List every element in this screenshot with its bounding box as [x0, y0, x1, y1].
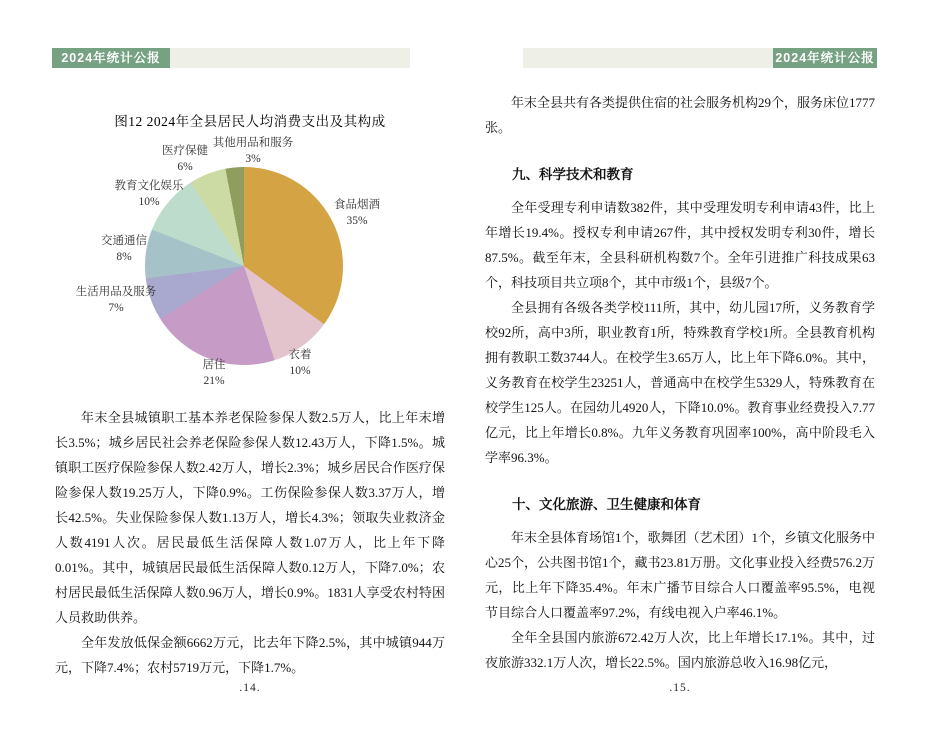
right-page — [470, 0, 890, 738]
paragraph-social-insurance: 年末全县城镇职工基本养老保险参保人数2.5万人，比上年末增长3.5%；城乡居民社会养老保险参保人数12.43万人，下降1.5%。城镇职工医疗保险参保人数2.42万人，增长2.3%；城乡居民合作医疗保险参保人数19.25万人，下降0.9%。工伤保险参保人数3.37万人，增长42.5%。失业保险参保人数1.13万人，增长4.3%；领取失业救济金人数4191人次。居民最低生活保障人数1.07万人，比上年下降0.01%。其中，城镇居民最低生活保障人数0.12万人，下降7.0%；农村居民最低生活保障人数0.96万人，增长0.9%。1831人享受农村特困人员救助供养。 — [55, 410, 445, 625]
paragraph-subsistence-funds: 全年发放低保金额6662万元，比去年下降2.5%，其中城镇944万元，下降7.4%；农村5719万元，下降1.7%。 — [55, 635, 445, 675]
right-header-bar — [523, 48, 877, 68]
section-heading-science-education: 九、科学技术和教育 — [512, 167, 634, 182]
left-page — [40, 0, 460, 738]
pie-slice-label: 衣着 10% — [288, 349, 312, 377]
pie-slice-label: 医疗保健 6% — [162, 145, 208, 173]
right-page-number: .15. — [669, 682, 691, 694]
right-header-title: 2024年统计公报 — [773, 48, 877, 68]
right-text-block — [485, 90, 875, 675]
pie-slice-label: 其他用品和服务 3% — [212, 137, 294, 165]
pie-slice-label: 食品烟酒 35% — [334, 199, 380, 227]
paragraph-social-services: 年末全县共有各类提供住宿的社会服务机构29个，服务床位1777张。 — [485, 95, 876, 135]
left-page-number: .14. — [239, 682, 261, 694]
paragraph-culture: 年末全县体育场馆1个，歌舞团（艺术团）1个，乡镇文化服务中心25个，公共图书馆1个，藏书23.81万册。文化事业投入经费576.2万元，比上年下降35.4%。年末广播节目综合人口覆盖率95.5%，电视节目综合人口覆盖率97.2%，有线电视入户率46.1%。 — [485, 530, 876, 620]
left-text-block — [55, 405, 445, 680]
pie-slice-label: 居住 21% — [202, 359, 226, 387]
pie-slice-label: 生活用品及服务 7% — [75, 286, 157, 314]
paragraph-tourism: 全年全县国内旅游672.42万人次，比上年增长17.1%。其中，过夜旅游332.1万人次，增长22.5%。国内旅游总收入16.98亿元， — [485, 630, 875, 670]
pie-slice-label: 教育文化娱乐 10% — [114, 180, 184, 208]
left-header-bar — [52, 48, 410, 68]
section-heading-culture-tourism: 十、文化旅游、卫生健康和体育 — [512, 497, 701, 512]
pie-slice-label: 交通通信 8% — [101, 235, 147, 263]
paragraph-patents: 全年受理专利申请数382件，其中受理发明专利申请43件，比上年增长19.4%。授权专利申请267件，其中授权发明专利30件，增长87.5%。截至年末，全县科研机构数7个。全年引进推广科技成果63个，科技项目共立项8个，其中市级1个，县级7个。 — [485, 200, 875, 290]
paragraph-schools: 全县拥有各级各类学校111所，其中，幼儿园17所，义务教育学校92所，高中3所，职业教育1所，特殊教育学校1所。全县教育机构拥有教职工数3744人。在校学生3.65万人，比上年下降6.0%。其中，义务教育在校学生23251人，普通高中在校学生5329人，特殊教育在校学生125人。在园幼儿4920人，下降10.0%。教育事业经费投入7.77亿元，比上年增长0.8%。九年义务教育巩固率100%，高中阶段毛入学率96.3%。 — [485, 300, 875, 465]
left-header-title: 2024年统计公报 — [52, 48, 170, 68]
chart-title: 图12 2024年全县居民人均消费支出及其构成 — [114, 114, 386, 129]
